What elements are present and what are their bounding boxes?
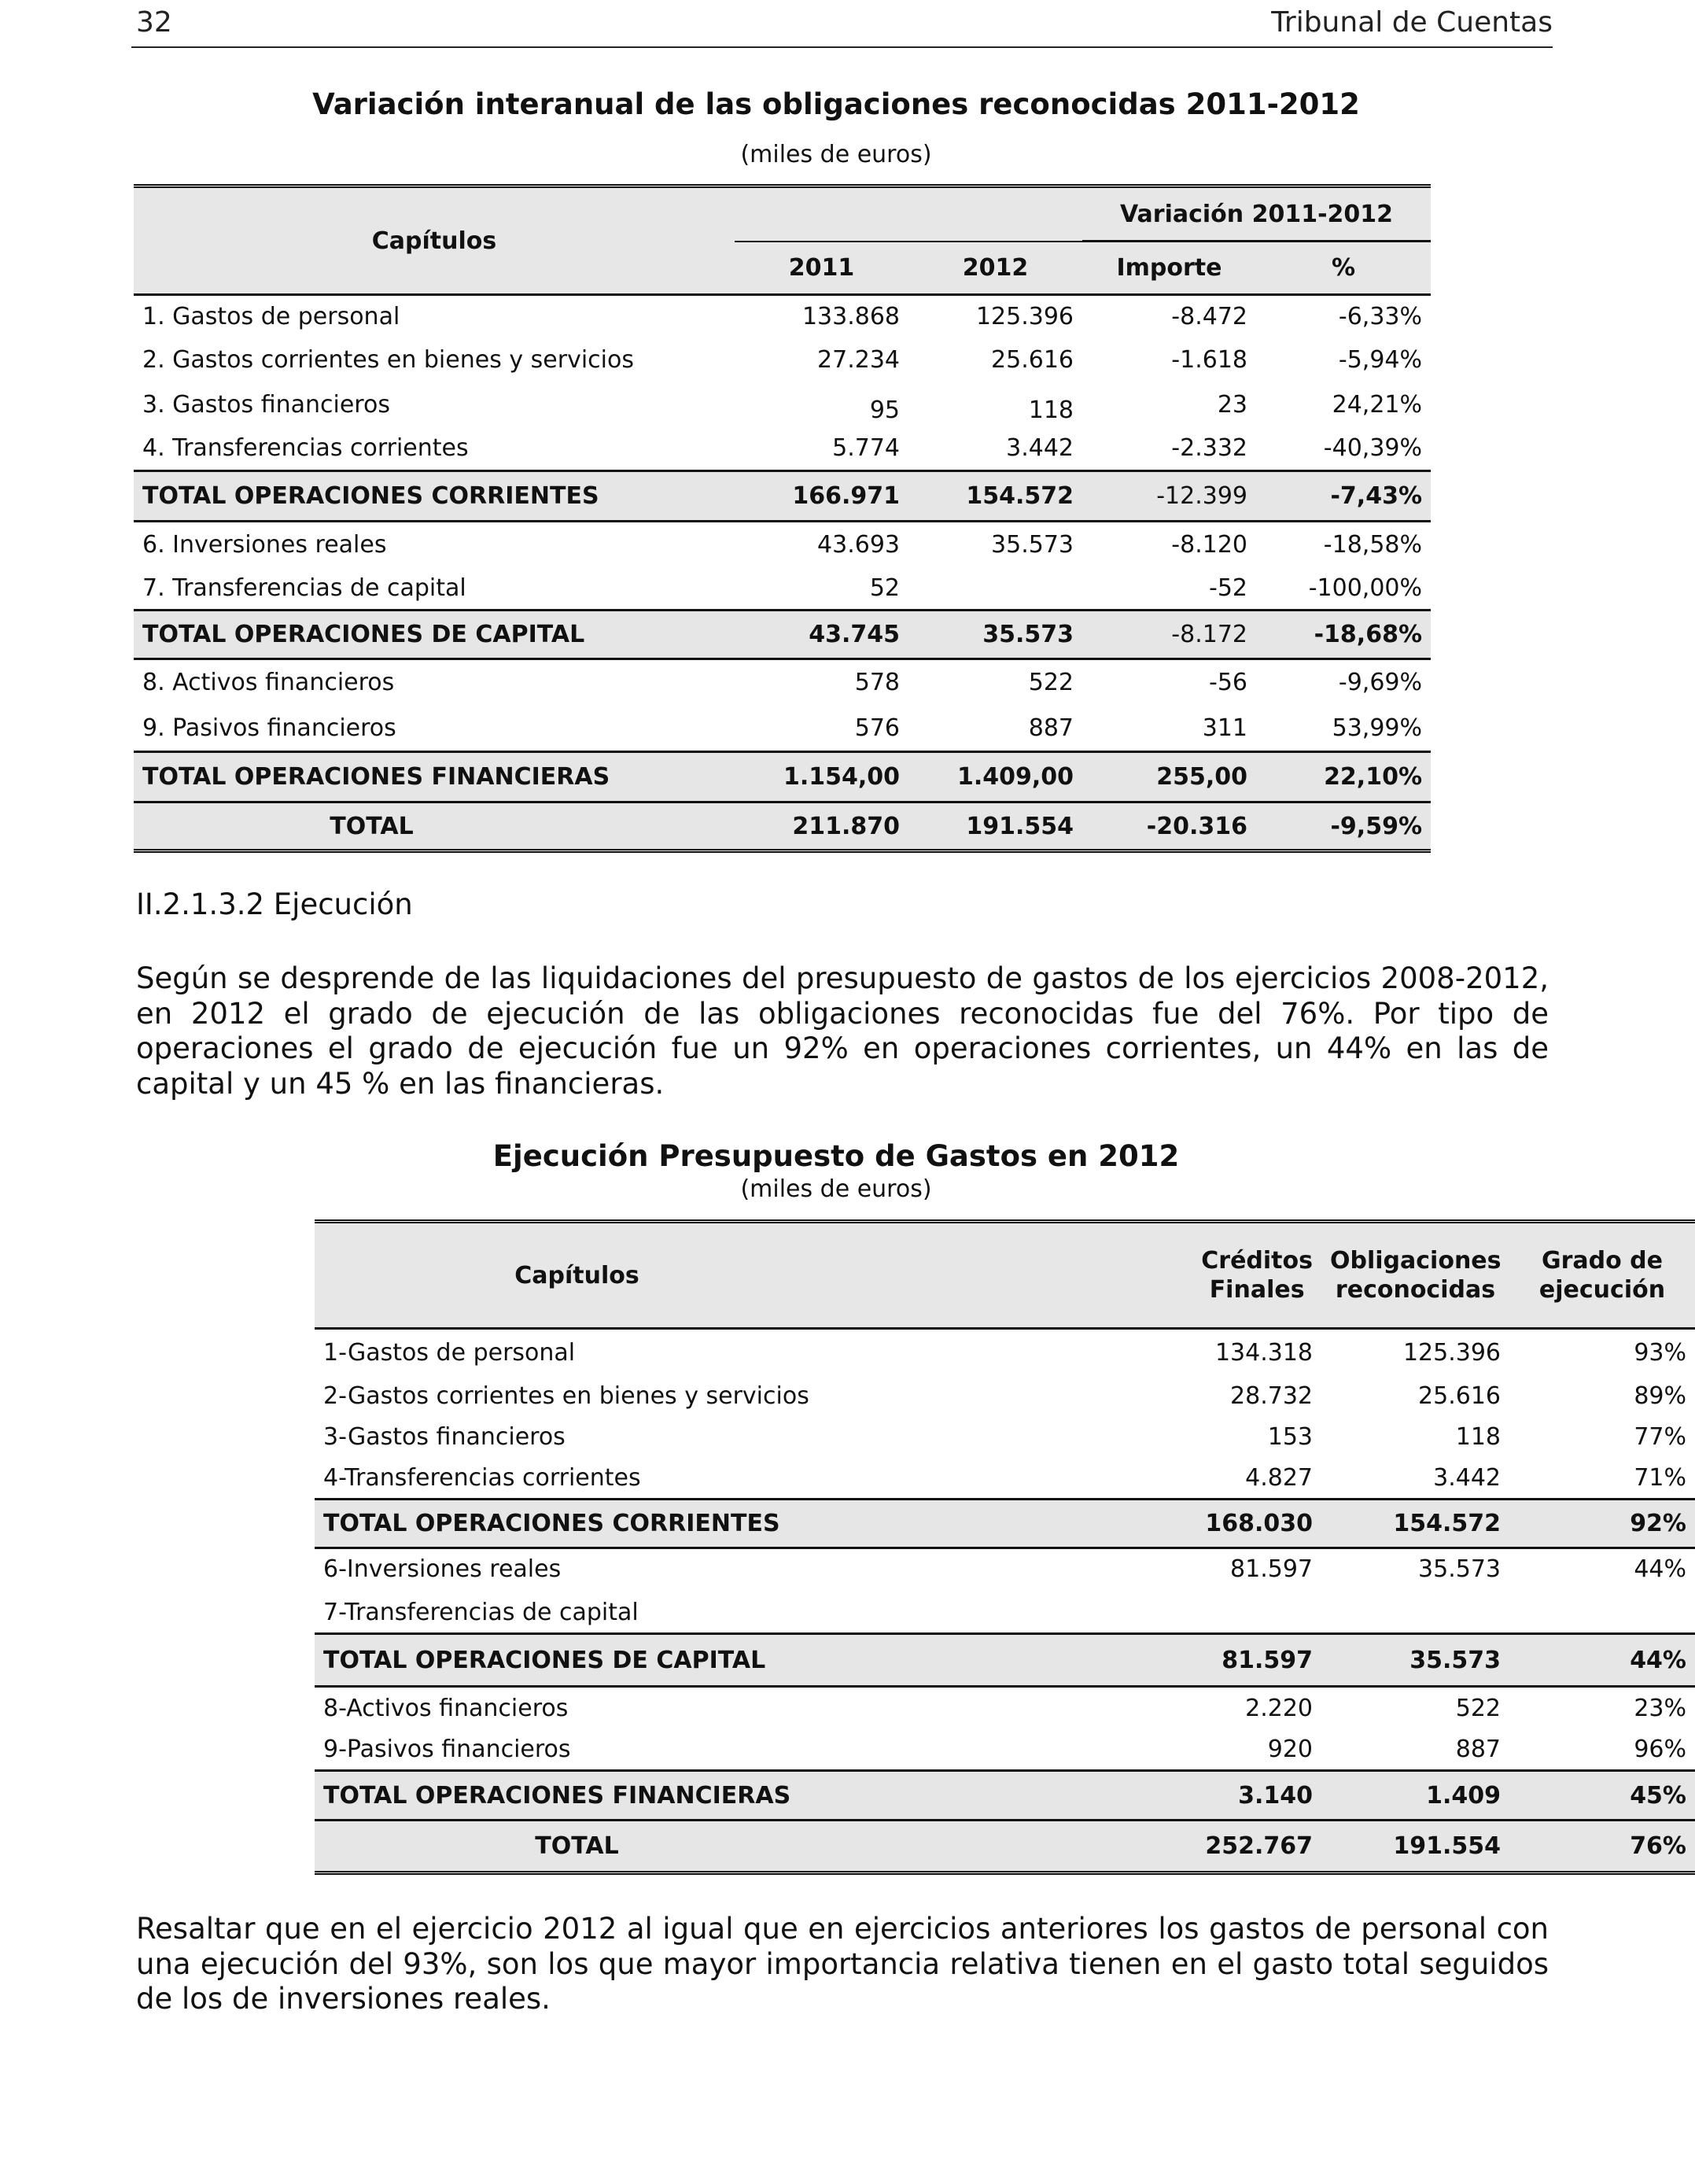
table2-row-label: 6-Inversiones reales	[323, 1555, 562, 1583]
table2-cell: 44%	[1634, 1555, 1686, 1583]
table2-header-degree-line1: Grado de	[1541, 1247, 1663, 1275]
table2-cell: 2.220	[1245, 1695, 1313, 1723]
table1-total-row	[134, 752, 1431, 802]
table1-row-label: 7. Transferencias de capital	[142, 574, 466, 602]
table2-cell: 153	[1267, 1423, 1313, 1451]
table2-row	[315, 1730, 1695, 1771]
table1-header-chapter: Capítulos	[134, 186, 735, 295]
table1-cell: 22,10%	[1256, 752, 1431, 802]
table1-cell: -8.172	[1082, 611, 1256, 659]
table1-cell: 43.693	[817, 530, 900, 559]
table1-cell: 125.396	[975, 302, 1074, 330]
table2-header-credits-line1: Créditos	[1201, 1247, 1313, 1275]
table1-cell: -18,68%	[1256, 611, 1431, 659]
table1-cell: 255,00	[1082, 752, 1256, 802]
table2-cell: 3.140	[839, 1771, 1321, 1821]
table2-cell: 25.616	[1418, 1382, 1501, 1410]
header-rule	[131, 46, 1553, 48]
table2-cell: 920	[1267, 1736, 1313, 1764]
paragraph-execution	[136, 961, 1549, 1101]
table2-title: Ejecución Presupuesto de Gastos en 2012	[492, 1139, 1180, 1173]
table1-cell: -12.399	[1082, 471, 1256, 522]
paragraph-line: una ejecución del 93%, son los que mayor importancia relativa tienen en el gasto total seguidos	[136, 1946, 1549, 1981]
table2-row	[315, 1376, 1695, 1417]
table1-cell: 1.154,00	[735, 752, 908, 802]
table1-row-label: 2. Gastos corrientes en bienes y servicios	[142, 345, 634, 374]
table1	[134, 184, 1431, 853]
table1-row-label: 3. Gastos financieros	[142, 390, 390, 419]
table1-cell: -18,58%	[1323, 530, 1423, 559]
table2-cell	[1509, 1592, 1695, 1634]
table2-cell: 44%	[1509, 1634, 1695, 1687]
table1-row-label: TOTAL OPERACIONES FINANCIERAS	[134, 752, 735, 802]
table2-header-degree	[1509, 1222, 1695, 1329]
table1-cell: 5.774	[832, 434, 900, 463]
table2-row	[315, 1458, 1695, 1500]
table1-cell	[908, 567, 1082, 611]
table1-cell: -100,00%	[1308, 574, 1423, 602]
table1-header-amount: Importe	[1082, 242, 1256, 295]
table1-cell: -40,39%	[1323, 434, 1423, 463]
table2-cell: 252.767	[839, 1821, 1321, 1873]
page-source-label: Tribunal de Cuentas	[1271, 6, 1553, 39]
table2-cell	[1321, 1592, 1509, 1634]
table2-cell: 89%	[1634, 1382, 1686, 1410]
table2-header-credits	[839, 1222, 1321, 1329]
table2-cell: 81.597	[1230, 1555, 1313, 1583]
table2-cell: 125.396	[1402, 1338, 1501, 1367]
table1-row-label: TOTAL OPERACIONES DE CAPITAL	[134, 611, 735, 659]
table1-cell: -20.316	[1082, 802, 1256, 851]
table1-unit: (miles de euros)	[740, 141, 932, 168]
table1-cell: -56	[1209, 669, 1247, 697]
table1-row-label: 8. Activos financieros	[142, 669, 395, 697]
table2-cell: 1.409	[1321, 1771, 1509, 1821]
table2-cell: 77%	[1634, 1423, 1686, 1451]
table2-cell: 23%	[1634, 1695, 1686, 1723]
table1-row	[134, 427, 1431, 471]
table2-row-label: 8-Activos financieros	[323, 1695, 569, 1723]
table1-cell: 522	[1028, 669, 1074, 697]
table2-row	[315, 1592, 1695, 1634]
table2-cell: 92%	[1509, 1500, 1695, 1548]
table1-cell: 35.573	[991, 530, 1074, 559]
table2-row-label: 4-Transferencias corrientes	[323, 1463, 641, 1492]
table2-header-obligations	[1321, 1222, 1509, 1329]
table1-row	[134, 706, 1431, 752]
table2-cell: 118	[1455, 1423, 1501, 1451]
table1-cell: 3.442	[1006, 434, 1074, 463]
table1-cell: -8.120	[1171, 530, 1247, 559]
table2-row-label: 9-Pasivos financieros	[323, 1736, 571, 1764]
table2-row	[315, 1548, 1695, 1592]
table2-row-label: TOTAL OPERACIONES CORRIENTES	[315, 1500, 839, 1548]
table2-row-label: 7-Transferencias de capital	[323, 1598, 639, 1626]
table2-row-label: 2-Gastos corrientes en bienes y servicios	[323, 1382, 809, 1410]
table2-total-row	[315, 1634, 1695, 1687]
table2-row-label: TOTAL	[315, 1821, 839, 1873]
paragraph-line: Resaltar que en el ejercicio 2012 al igual que en ejercicios anteriores los gastos de personal con	[136, 1912, 1549, 1946]
paragraph-line: operaciones el grado de ejecución fue un 92% en operaciones corrientes, un 44% en las de	[136, 1031, 1549, 1065]
table1-cell: 211.870	[735, 802, 908, 851]
table1-cell: 154.572	[908, 471, 1082, 522]
table2-header-chapter: Capítulos	[315, 1222, 839, 1329]
table1-row	[134, 338, 1431, 382]
table1-row	[134, 295, 1431, 338]
table2-cell: 154.572	[1321, 1500, 1509, 1548]
table1-row-label: 4. Transferencias corrientes	[142, 434, 469, 463]
table2-cell: 134.318	[1214, 1338, 1313, 1367]
table1-title: Variación interanual de las obligaciones reconocidas 2011-2012	[312, 87, 1360, 121]
table1-cell: -1.618	[1171, 345, 1247, 374]
table2-total-row	[315, 1821, 1695, 1873]
table1-cell: -8.472	[1171, 302, 1247, 330]
table2-cell: 81.597	[839, 1634, 1321, 1687]
table2-cell: 522	[1455, 1695, 1501, 1723]
table1-cell: 166.971	[735, 471, 908, 522]
table1-cell: -9,59%	[1256, 802, 1431, 851]
table1-row	[134, 382, 1431, 427]
table2-unit: (miles de euros)	[740, 1175, 932, 1203]
table2-cell: 76%	[1509, 1821, 1695, 1873]
table1-row-label: TOTAL	[134, 802, 735, 851]
table1-total-row	[134, 802, 1431, 851]
table1-cell: 25.616	[991, 345, 1074, 374]
table2-total-row	[315, 1771, 1695, 1821]
table2-cell: 887	[1455, 1736, 1501, 1764]
table1-row-label: TOTAL OPERACIONES CORRIENTES	[134, 471, 735, 522]
table2-row-label: TOTAL OPERACIONES DE CAPITAL	[315, 1634, 839, 1687]
table1-row-label: 1. Gastos de personal	[142, 302, 400, 330]
table2-cell: 35.573	[1321, 1634, 1509, 1687]
table1-cell: 27.234	[817, 345, 900, 374]
table1-cell: -7,43%	[1256, 471, 1431, 522]
table1-cell: 311	[1202, 714, 1247, 742]
table1-cell: -6,33%	[1338, 302, 1423, 330]
table1-cell: -5,94%	[1338, 345, 1423, 374]
table2-row	[315, 1329, 1695, 1376]
table2-row-label: 1-Gastos de personal	[323, 1338, 576, 1367]
table2-cell: 45%	[1509, 1771, 1695, 1821]
table1-row	[134, 659, 1431, 706]
table2-cell: 93%	[1634, 1338, 1686, 1367]
table1-cell: 35.573	[908, 611, 1082, 659]
table1-row-label: 9. Pasivos financieros	[142, 714, 396, 742]
table2-cell: 35.573	[1418, 1555, 1501, 1583]
table1-cell: -9,69%	[1338, 669, 1423, 697]
section-heading: II.2.1.3.2 Ejecución	[136, 887, 413, 921]
table2-cell: 71%	[1634, 1463, 1686, 1492]
table1-cell: 53,99%	[1332, 714, 1423, 742]
page-number: 32	[136, 6, 172, 39]
table2-row	[315, 1417, 1695, 1458]
table2-header-obligations-line1: Obligaciones	[1330, 1247, 1502, 1275]
paragraph-line: Según se desprende de las liquidaciones del presupuesto de gastos de los ejercicios 2008-2012,	[136, 961, 1549, 995]
table2-row-label: 3-Gastos financieros	[323, 1423, 566, 1451]
table1-row-label: 6. Inversiones reales	[142, 530, 387, 559]
table2-cell: 191.554	[1321, 1821, 1509, 1873]
table1-row	[134, 522, 1431, 567]
table2-header-obligations-line2: reconocidas	[1335, 1276, 1496, 1304]
table1-cell: 23	[1217, 390, 1247, 419]
table1-cell: 191.554	[908, 802, 1082, 851]
table2-cell	[839, 1592, 1321, 1634]
table1-cell: 43.745	[735, 611, 908, 659]
table1-total-row	[134, 471, 1431, 522]
table1-header-percent: %	[1256, 242, 1431, 295]
table2	[315, 1219, 1695, 1875]
table2-total-row	[315, 1500, 1695, 1548]
table2-cell: 96%	[1634, 1736, 1686, 1764]
table1-header-2012: 2012	[908, 242, 1082, 295]
table1-cell: 24,21%	[1332, 390, 1423, 419]
table2-cell: 3.442	[1433, 1463, 1501, 1492]
table1-cell: 118	[1028, 396, 1074, 424]
table1-cell: 95	[869, 396, 900, 424]
table1-cell: 1.409,00	[908, 752, 1082, 802]
table2-cell: 4.827	[1245, 1463, 1313, 1492]
table1-total-row	[134, 611, 1431, 659]
table1-cell: -2.332	[1171, 434, 1247, 463]
table1-cell: 887	[1028, 714, 1074, 742]
table2-cell: 168.030	[839, 1500, 1321, 1548]
paragraph-line: de los de inversiones reales.	[136, 1982, 551, 2016]
table2-row	[315, 1687, 1695, 1730]
table1-header-variation: Variación 2011-2012	[1082, 186, 1431, 242]
table2-header-credits-line2: Finales	[1209, 1276, 1305, 1304]
table1-cell: 133.868	[801, 302, 900, 330]
paragraph-line: en 2012 el grado de ejecución de las obligaciones reconocidas fue del 76%. Por tipo de	[136, 996, 1549, 1031]
table1-cell: -52	[1209, 574, 1247, 602]
table1-cell: 578	[854, 669, 900, 697]
paragraph-conclusion	[136, 1912, 1549, 2017]
paragraph-line: capital y un 45 % en las financieras.	[136, 1066, 665, 1101]
table1-cell: 576	[854, 714, 900, 742]
table1-header-2011: 2011	[735, 242, 908, 295]
table2-header-degree-line2: ejecución	[1538, 1276, 1666, 1304]
table1-row	[134, 567, 1431, 611]
table2-cell: 28.732	[1230, 1382, 1313, 1410]
table1-cell: 52	[869, 574, 900, 602]
table2-row-label: TOTAL OPERACIONES FINANCIERAS	[315, 1771, 839, 1821]
